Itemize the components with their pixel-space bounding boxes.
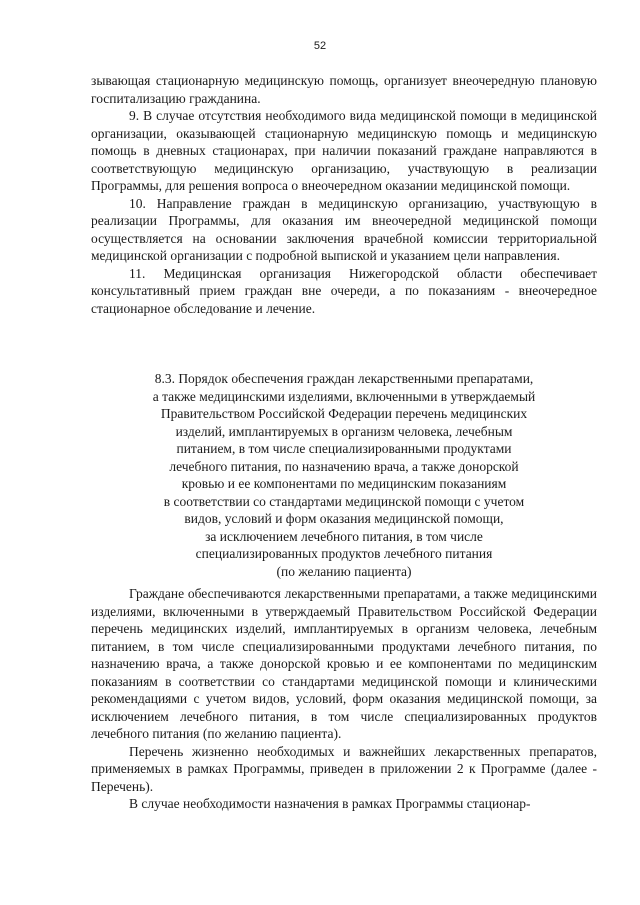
section-heading-line: (по желанию пациента): [276, 563, 412, 579]
section-heading-8-3: [91, 370, 597, 580]
page-number: 52: [313, 40, 327, 52]
paragraph-continues: В случае необходимости назначения в рамках Программы стационар-: [129, 796, 531, 811]
paragraph-item-10: 10. Направление граждан в медицинскую организацию, участвующую в реализации Программы, для оказания им внеочередной медицинской помощи осуществляется на основании заключения врачебной комиссии территориальной медицинской организации с подробной выпиской и указанием цели направления.: [91, 195, 597, 263]
paragraph-drug-list: Перечень жизненно необходимых и важнейших лекарственных препаратов, применяемых в рамках Программы, приведен в приложении 2 к Программе (далее - Перечень).: [91, 743, 597, 794]
section-heading-line: 8.3. Порядок обеспечения граждан лекарственными препаратами,: [154, 371, 534, 386]
paragraph-provision: Граждане обеспечиваются лекарственными препаратами, а также медицинскими изделиями, включенными в утверждаемый Правительством Российской Федерации перечень медицинских изделий, имплантируемых в организм человека, лечебным питанием, в том числе специализированными продуктами лечебного питания, по назначению врача, а также донорской кровью и ее компонентами по медицинским показаниям в соответствии со стандартами медицинской помощи и клиническими рекомендациями с учетом видов, условий, форм оказания медицинской помощи, за исключением лечебного питания, в том числе специализированных продуктов лечебного питания (по желанию пациента).: [91, 586, 597, 741]
paragraph-item-9: 9. В случае отсутствия необходимого вида медицинской помощи в медицинской организации, оказывающей стационарную медицинскую помощь и медицинскую помощь в дневных стационарах, при наличии показаний граждане направляются в соответствующую медицинскую организацию, участвующую в реализации Программы, для решения вопроса о внеочередном оказании медицинской помощи.: [91, 108, 597, 193]
section-heading-line: за исключением лечебного питания, в том числе: [205, 528, 483, 544]
section-heading-line: специализированных продуктов лечебного питания: [195, 546, 493, 561]
section-heading-line: в соответствии со стандартами медицинской помощи с учетом: [163, 493, 525, 509]
paragraph-item-11: 11. Медицинская организация Нижегородской области обеспечивает консультативный прием граждан вне очереди, а по показаниям - внеочередное стационарное обследование и лечение.: [91, 265, 597, 316]
section-heading-line: лечебного питания, по назначению врача, а также донорской: [169, 458, 519, 474]
intro-text-block: [91, 72, 597, 317]
paragraph-continuation: зывающая стационарную медицинскую помощь, организует внеочередную плановую госпитализацию гражданина.: [91, 73, 597, 106]
section-heading-line: а также медицинскими изделиями, включенными в утверждаемый: [152, 388, 536, 404]
section-heading-line: видов, условий и форм оказания медицинской помощи,: [184, 511, 504, 526]
section-heading-line: Правительством Российской Федерации перечень медицинских: [160, 406, 528, 421]
section-heading-line: питанием, в том числе специализированными продуктами: [176, 441, 512, 456]
section-heading-line: изделий, имплантируемых в организм человека, лечебным: [175, 423, 513, 439]
section-heading-line: кровью и ее компонентами по медицинским показаниям: [181, 476, 507, 491]
body-text-block: [91, 585, 597, 813]
